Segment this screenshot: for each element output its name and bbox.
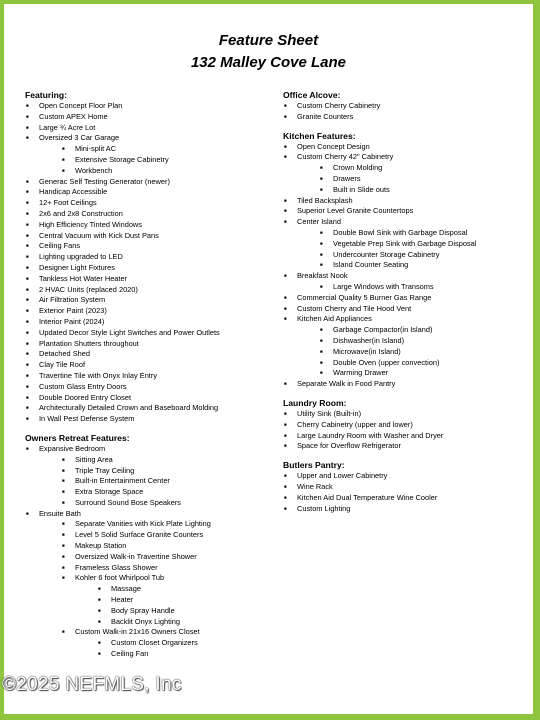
list-item: ■ Handicap Accessible — [25, 187, 280, 198]
list-item: ■ Custom Glass Entry Doors — [25, 382, 280, 393]
list-item: ■ Extra Storage Space — [25, 487, 280, 498]
list-item: ■ Wine Rack — [283, 482, 533, 493]
section-heading: Owners Retreat Features: — [25, 432, 130, 443]
list-item: ■ Updated Decor Style Light Switches and Power Outlets — [25, 328, 280, 339]
list-item: ■ Open Concept Design — [283, 142, 533, 153]
list-item: ■ Expansive Bedroom — [25, 444, 280, 455]
list-item: ■ Custom Lighting — [283, 504, 533, 515]
list-item: ■ Oversized Walk-in Travertine Shower — [25, 552, 280, 563]
list-item: ■ Sitting Area — [25, 455, 280, 466]
list-item: ■ Breakfast Nook — [283, 271, 533, 282]
list-item: ■ Makeup Station — [25, 541, 280, 552]
list-item: ■ Undercounter Storage Cabinetry — [283, 250, 533, 261]
list-item: ■ Microwave(in Island) — [283, 347, 533, 358]
list-item: ■ Detached Shed — [25, 349, 280, 360]
list-item: ■ Level 5 Solid Surface Granite Counters — [25, 530, 280, 541]
list-item: ■ Crown Molding — [283, 163, 533, 174]
list-item: ■ Separate Vanities with Kick Plate Lighting — [25, 519, 280, 530]
list-item: ■ Generac Self Testing Generator (newer) — [25, 177, 280, 188]
list-item: ■ Large Windows with Transoms — [283, 282, 533, 293]
list-item: ■ Kitchen Aid Appliances — [283, 314, 533, 325]
list-item: ■ Drawers — [283, 174, 533, 185]
list-item: ■ Interior Paint (2024) — [25, 317, 280, 328]
list-item: ■ Architecturally Detailed Crown and Baseboard Molding — [25, 403, 280, 414]
list-item: ■ Garbage Compactor(in Island) — [283, 325, 533, 336]
list-item: ■ Extensive Storage Cabinetry — [25, 155, 280, 166]
list-item: ■ Vegetable Prep Sink with Garbage Disposal — [283, 239, 533, 250]
section-heading: Featuring: — [25, 90, 68, 100]
list-item: ■ Custom Cherry Cabinetry — [283, 101, 533, 112]
list-item: ■ Heater — [25, 595, 280, 606]
left-column — [25, 90, 280, 660]
list-item: ■ Center Island — [283, 217, 533, 228]
list-item: ■ Tiled Backsplash — [283, 196, 533, 207]
list-item: ■ Built-in Entertainment Center — [25, 476, 280, 487]
list-item: ■ 2 HVAC Units (replaced 2020) — [25, 285, 280, 296]
section-heading: Butlers Pantry: — [283, 460, 345, 471]
list-item: ■ Large ¾ Acre Lot — [25, 123, 280, 134]
list-item: ■ Custom Walk-in 21x16 Owners Closet — [25, 627, 280, 638]
list-item: ■ Backlit Onyx Lighting — [25, 617, 280, 628]
list-item: ■ Separate Walk in Food Pantry — [283, 379, 533, 390]
list-item: ■ Exterior Paint (2023) — [25, 306, 280, 317]
list-item: ■ Utility Sink (Built-in) — [283, 409, 533, 420]
list-item: ■ Cherry Cabinetry (upper and lower) — [283, 420, 533, 431]
list-item: ■ Ceiling Fan — [25, 649, 280, 660]
list-item: ■ Body Spray Handle — [25, 606, 280, 617]
list-item: ■ Ensuite Bath — [25, 509, 280, 520]
section-heading: Kitchen Features: — [283, 130, 356, 141]
list-item: ■ Ceiling Fans — [25, 241, 280, 252]
list-item: ■ Double Bowl Sink with Garbage Disposal — [283, 228, 533, 239]
list-item: ■ In Wall Pest Defense System — [25, 414, 280, 425]
list-item: ■ Tankless Hot Water Heater — [25, 274, 280, 285]
list-item: ■ Custom Closet Organizers — [25, 638, 280, 649]
list-item: ■ Double Doored Entry Closet — [25, 393, 280, 404]
list-item: ■ Plantation Shutters throughout — [25, 339, 280, 350]
list-item: ■ Custom Cherry and Tile Hood Vent — [283, 304, 533, 315]
list-item: ■ Air Filtration System — [25, 295, 280, 306]
list-item: ■ Built in Slide outs — [283, 185, 533, 196]
property-address: 132 Malley Cove Lane — [190, 54, 347, 71]
list-item: ■ Custom Cherry 42" Cabinetry — [283, 152, 533, 163]
list-item: ■ Custom APEX Home — [25, 112, 280, 123]
list-item: ■ Travertine Tile with Onyx Inlay Entry — [25, 371, 280, 382]
list-item: ■ Open Concept Floor Plan — [25, 101, 280, 112]
list-item: ■ Commercial Quality 5 Burner Gas Range — [283, 293, 533, 304]
feature-sheet-page — [4, 4, 533, 714]
list-item: ■ Oversized 3 Car Garage — [25, 133, 280, 144]
list-item: ■ Massage — [25, 584, 280, 595]
right-column — [283, 90, 533, 514]
list-item: ■ Kohler 6 foot Whirlpool Tub — [25, 573, 280, 584]
list-item: ■ Surround Sound Bose Speakers — [25, 498, 280, 509]
list-item: ■ Space for Overflow Refrigerator — [283, 441, 533, 452]
list-item: ■ Double Oven (upper convection) — [283, 358, 533, 369]
list-item: ■ Frameless Glass Shower — [25, 563, 280, 574]
list-item: ■ Superior Level Granite Countertops — [283, 206, 533, 217]
list-item: ■ Clay Tile Roof — [25, 360, 280, 371]
list-item: ■ Workbench — [25, 166, 280, 177]
list-item: ■ Kitchen Aid Dual Temperature Wine Cooler — [283, 493, 533, 504]
list-item: ■ Designer Light Fixtures — [25, 263, 280, 274]
list-item: ■ Mini-split AC — [25, 144, 280, 155]
list-item: ■ Warming Drawer — [283, 368, 533, 379]
list-item: ■ High Efficiency Tinted Windows — [25, 220, 280, 231]
section-heading: Laundry Room: — [283, 397, 347, 408]
list-item: ■ Dishwasher(in Island) — [283, 336, 533, 347]
list-item: ■ Upper and Lower Cabinetry — [283, 471, 533, 482]
list-item: ■ Lighting upgraded to LED — [25, 252, 280, 263]
section-heading: Office Alcove: — [283, 90, 341, 100]
page-title: Feature Sheet — [218, 32, 319, 49]
list-item: ■ Triple Tray Ceiling — [25, 466, 280, 477]
watermark: ©2025 NEFMLS, Inc — [2, 674, 182, 695]
list-item: ■ Granite Counters — [283, 112, 533, 123]
list-item: ■ Large Laundry Room with Washer and Dryer — [283, 431, 533, 442]
list-item: ■ Island Counter Seating — [283, 260, 533, 271]
list-item: ■ 2x6 and 2x8 Construction — [25, 209, 280, 220]
list-item: ■ 12+ Foot Ceilings — [25, 198, 280, 209]
list-item: ■ Central Vacuum with Kick Dust Pans — [25, 231, 280, 242]
